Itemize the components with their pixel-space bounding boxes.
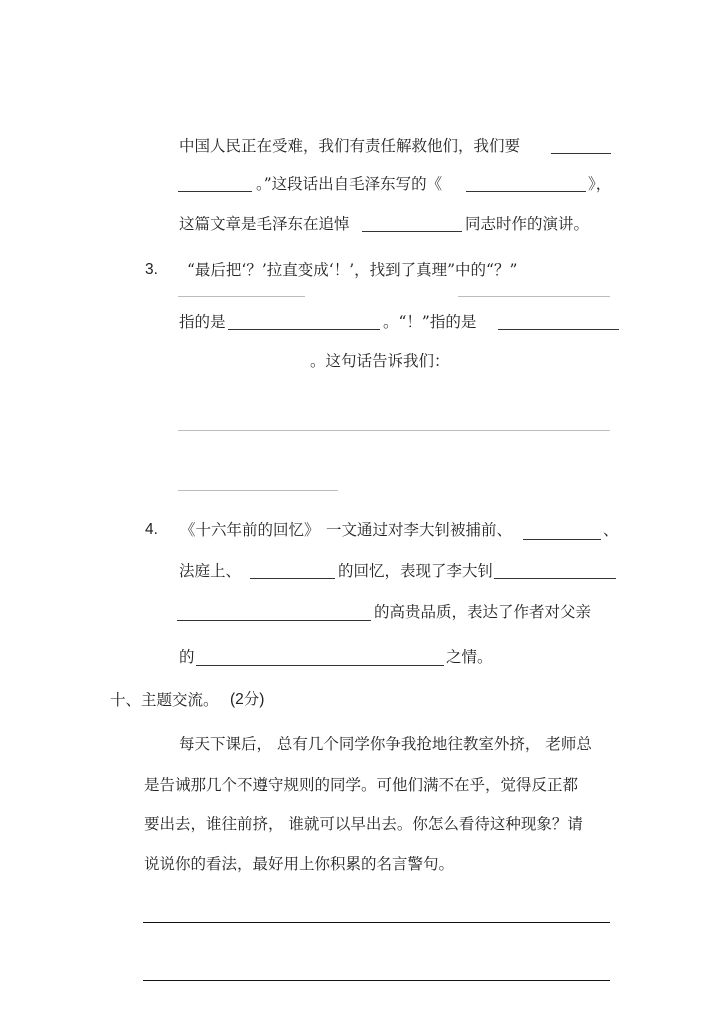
q3-blank-exclaim[interactable] xyxy=(498,329,619,330)
q4-blank-1[interactable] xyxy=(523,539,601,540)
answer-line[interactable] xyxy=(143,980,610,981)
q3-number: 3. xyxy=(145,261,158,278)
q4-line2b: 的回忆，表现了李大钊 xyxy=(338,562,494,580)
answer-line[interactable] xyxy=(143,922,610,923)
q3-line1: “最后把‘？’拉直变成‘！’，找到了真理”中的“？” xyxy=(187,261,518,279)
q4-line2a: 法庭上、 xyxy=(179,562,242,580)
q4-line1a: 《十六年前的回忆》 xyxy=(180,521,320,539)
q2-blank-name[interactable] xyxy=(362,231,462,232)
q3-blank-question[interactable] xyxy=(228,329,380,330)
q2-blank-1[interactable] xyxy=(551,153,611,154)
q2-line2a: 。”这段话出自毛泽东写的《 xyxy=(256,175,443,193)
section10-para-line: 说说你的看法，最好用上你积累的名言警句。 xyxy=(144,855,455,873)
q4-blank-3[interactable] xyxy=(494,578,616,579)
section10-score: (2分) xyxy=(230,691,265,708)
q3-faint-line xyxy=(458,296,610,297)
q4-line4b: 之情。 xyxy=(446,648,493,666)
q2-line1: 中国人民正在受难，我们有责任解救他们，我们要 xyxy=(179,137,521,155)
q4-line1c: 、 xyxy=(603,521,619,539)
q2-line3b: 同志时作的演讲。 xyxy=(465,215,590,233)
q2-blank-1-cont[interactable] xyxy=(178,191,252,192)
q3-line2a: 指的是 xyxy=(179,313,226,331)
section10-para-line: 是告诫那几个不遵守规则的同学。可他们满不在乎，觉得反正都 xyxy=(144,776,579,794)
q3-line2b: 。“！”指的是 xyxy=(383,313,477,331)
q3-answer-line[interactable] xyxy=(178,490,338,491)
q3-faint-line xyxy=(178,296,305,297)
q3-answer-line[interactable] xyxy=(178,430,610,431)
q4-blank-2[interactable] xyxy=(250,578,335,579)
q2-blank-title[interactable] xyxy=(466,191,586,192)
q4-line3: 的高贵品质，表达了作者对父亲 xyxy=(374,603,592,621)
q4-blank-3-cont[interactable] xyxy=(177,620,371,621)
q2-line2b: 》， xyxy=(588,175,612,193)
q4-line1b: 一文通过对李大钊被捕前、 xyxy=(326,521,513,539)
q3-line3: 。这句话告诉我们： xyxy=(310,352,450,370)
q2-line3a: 这篇文章是毛泽东在追悼 xyxy=(179,215,350,233)
section10-para-line: 要出去，谁往前挤， 谁就可以早出去。你怎么看待这种现象？请 xyxy=(144,815,583,833)
q4-line4a: 的 xyxy=(179,648,195,666)
section10-heading: 十、主题交流。 xyxy=(110,691,219,709)
section10-para-line: 每天下课后， 总有几个同学你争我抢地往教室外挤， 老师总 xyxy=(179,735,592,753)
q4-number: 4. xyxy=(145,521,158,538)
q4-blank-4[interactable] xyxy=(196,665,444,666)
